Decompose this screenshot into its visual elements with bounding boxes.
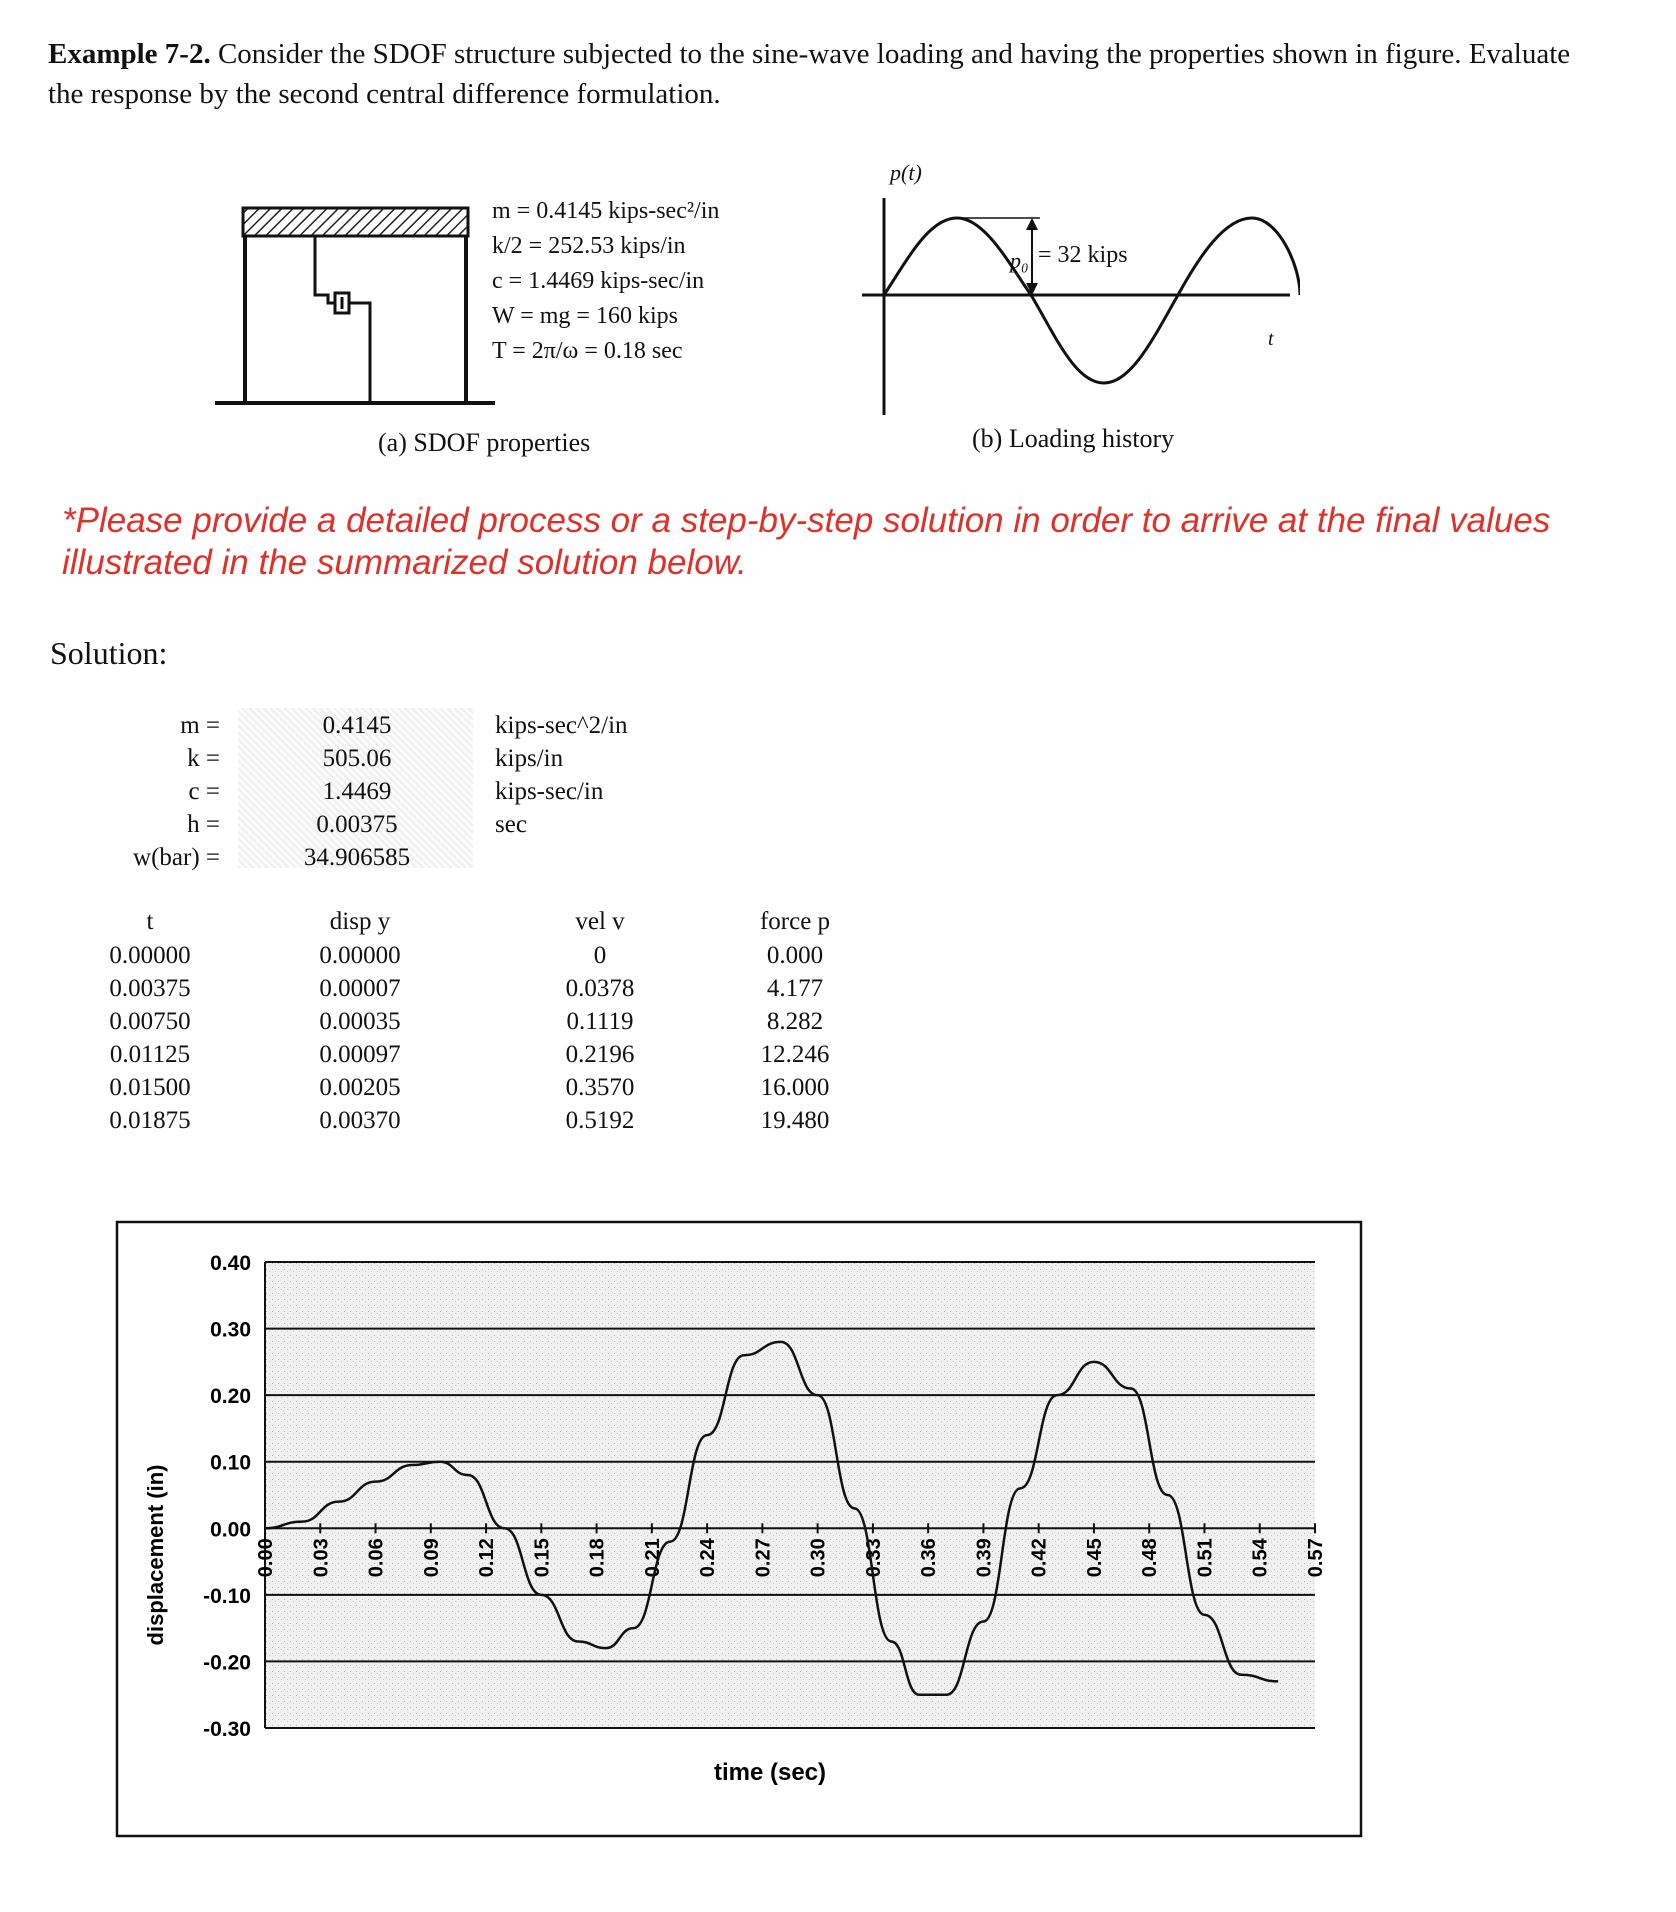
table-cell: 0.00750 [109,1008,191,1035]
x-tick-label: 0.12 [476,1538,499,1578]
x-tick-label: 0.27 [752,1538,775,1578]
table-cell: 0.00097 [319,1041,401,1068]
prop-label: k = [187,745,220,772]
table-cell: 0.000 [766,942,824,969]
x-tick-label: 0.09 [420,1538,443,1578]
request-note: *Please provide a detailed process or a step-by-step solution in order to arrive at the final values illustrated in the summarized solution below. [62,501,1551,582]
x-tick-label: 0.21 [641,1538,664,1578]
property-line-damping: c = 1.4469 kips-sec/in [492,268,705,294]
table-cell: 0.0378 [565,975,635,1002]
table-cell: 0.01125 [109,1041,191,1068]
table-cell: 0.00000 [319,942,401,969]
table-cell: 0 [593,942,607,969]
displacement-chart [115,1220,1365,1840]
table-cell: 0.1119 [566,1008,634,1035]
y-tick-label: -0.10 [203,1584,251,1608]
table-cell: 0.2196 [565,1041,635,1068]
sdof-properties-list [492,198,792,373]
y-tick-label: 0.20 [210,1385,251,1409]
rigid-floor-mass [243,208,468,236]
y-tick-label: -0.20 [203,1651,251,1675]
y-tick-label: 0.40 [210,1252,251,1275]
x-tick-label: 0.06 [365,1538,388,1578]
arrow-up-icon [1026,218,1038,230]
prop-value: 505.06 [322,745,392,772]
t-axis-label: t [1268,328,1274,350]
problem-statement [48,34,1608,114]
column-header: disp y [329,908,391,935]
table-cell: 0.00000 [109,942,191,969]
x-tick-label: 0.18 [586,1538,609,1578]
x-tick-label: 0.54 [1249,1538,1272,1578]
property-line-weight: W = mg = 160 kips [492,303,678,329]
table-cell: 0.3570 [565,1074,635,1101]
prop-unit: kips-sec/in [495,778,604,805]
prop-label: w(bar) = [133,844,220,871]
y-tick-label: 0.00 [210,1518,251,1542]
loading-history-figure [860,160,1300,420]
x-tick-label: 0.30 [807,1538,830,1578]
table-cell: 0.00375 [109,975,191,1002]
column-header: t [146,908,154,935]
prop-unit: kips-sec^2/in [495,712,628,739]
table-cell: 0.00035 [319,1008,401,1035]
x-tick-label: 0.57 [1305,1538,1327,1578]
x-tick-label: 0.48 [1139,1538,1162,1578]
x-tick-label: 0.42 [1028,1538,1051,1578]
y-tick-label: 0.30 [210,1318,251,1342]
y-tick-label: 0.10 [210,1451,251,1475]
x-tick-label: 0.15 [531,1538,554,1578]
column-header: vel v [575,908,625,935]
prop-label: c = [188,778,220,805]
x-tick-label: 0.03 [310,1538,333,1578]
table-cell: 8.282 [766,1008,824,1035]
property-line-period: T = 2π/ω = 0.18 sec [492,338,683,364]
x-tick-label: 0.39 [973,1538,996,1578]
table-cell: 0.5192 [565,1107,635,1134]
x-tick-label: 0.00 [255,1538,277,1578]
property-line-stiffness: k/2 = 252.53 kips/in [492,233,686,259]
property-line-mass: m = 0.4145 kips-sec²/in [492,198,720,224]
prop-label: m = [180,712,220,739]
table-cell: 4.177 [766,975,824,1002]
table-cell: 0.01875 [109,1107,191,1134]
table-cell: 0.00370 [319,1107,401,1134]
p-of-t-label: p(t) [890,160,922,185]
prop-label: h = [187,811,220,838]
solution-heading: Solution: [50,635,168,671]
table-cell: 0.00205 [319,1074,401,1101]
prop-unit: sec [495,811,527,838]
prop-value: 0.4145 [322,712,392,739]
table-cell: 16.000 [760,1074,830,1101]
prop-value: 34.906585 [303,844,411,871]
x-axis-title: time (sec) [713,1759,827,1786]
table-cell: 19.480 [760,1107,830,1134]
table-cell: 12.246 [760,1041,830,1068]
x-tick-label: 0.51 [1194,1538,1217,1578]
column-header: force p [759,908,831,935]
x-tick-label: 0.33 [862,1538,885,1578]
figure-b-caption: (b) Loading history [972,424,1175,453]
table-cell: 0.00007 [319,975,401,1002]
p0-label: p₀ [1010,248,1029,273]
table-cell: 0.01500 [109,1074,191,1101]
sdof-frame-figure [210,200,500,415]
y-axis-title: displacement (in) [143,1464,168,1646]
amplitude-value: = 32 kips [1038,242,1128,268]
example-label: Example 7-2. [48,38,211,70]
prop-value: 0.00375 [316,811,398,838]
x-tick-label: 0.24 [697,1538,720,1578]
plot-area [265,1262,1315,1728]
problem-text: Consider the SDOF structure subjected to the sine-wave loading and having the properties shown in figure. Evaluate the response by the second central difference formulation. [48,38,1571,110]
y-tick-label: -0.30 [203,1718,251,1741]
x-tick-label: 0.45 [1083,1538,1106,1578]
prop-unit: kips/in [495,745,564,772]
figure-a-caption: (a) SDOF properties [378,428,591,457]
prop-value: 1.4469 [322,778,392,805]
x-tick-label: 0.36 [918,1538,941,1578]
damper-icon [315,236,370,403]
